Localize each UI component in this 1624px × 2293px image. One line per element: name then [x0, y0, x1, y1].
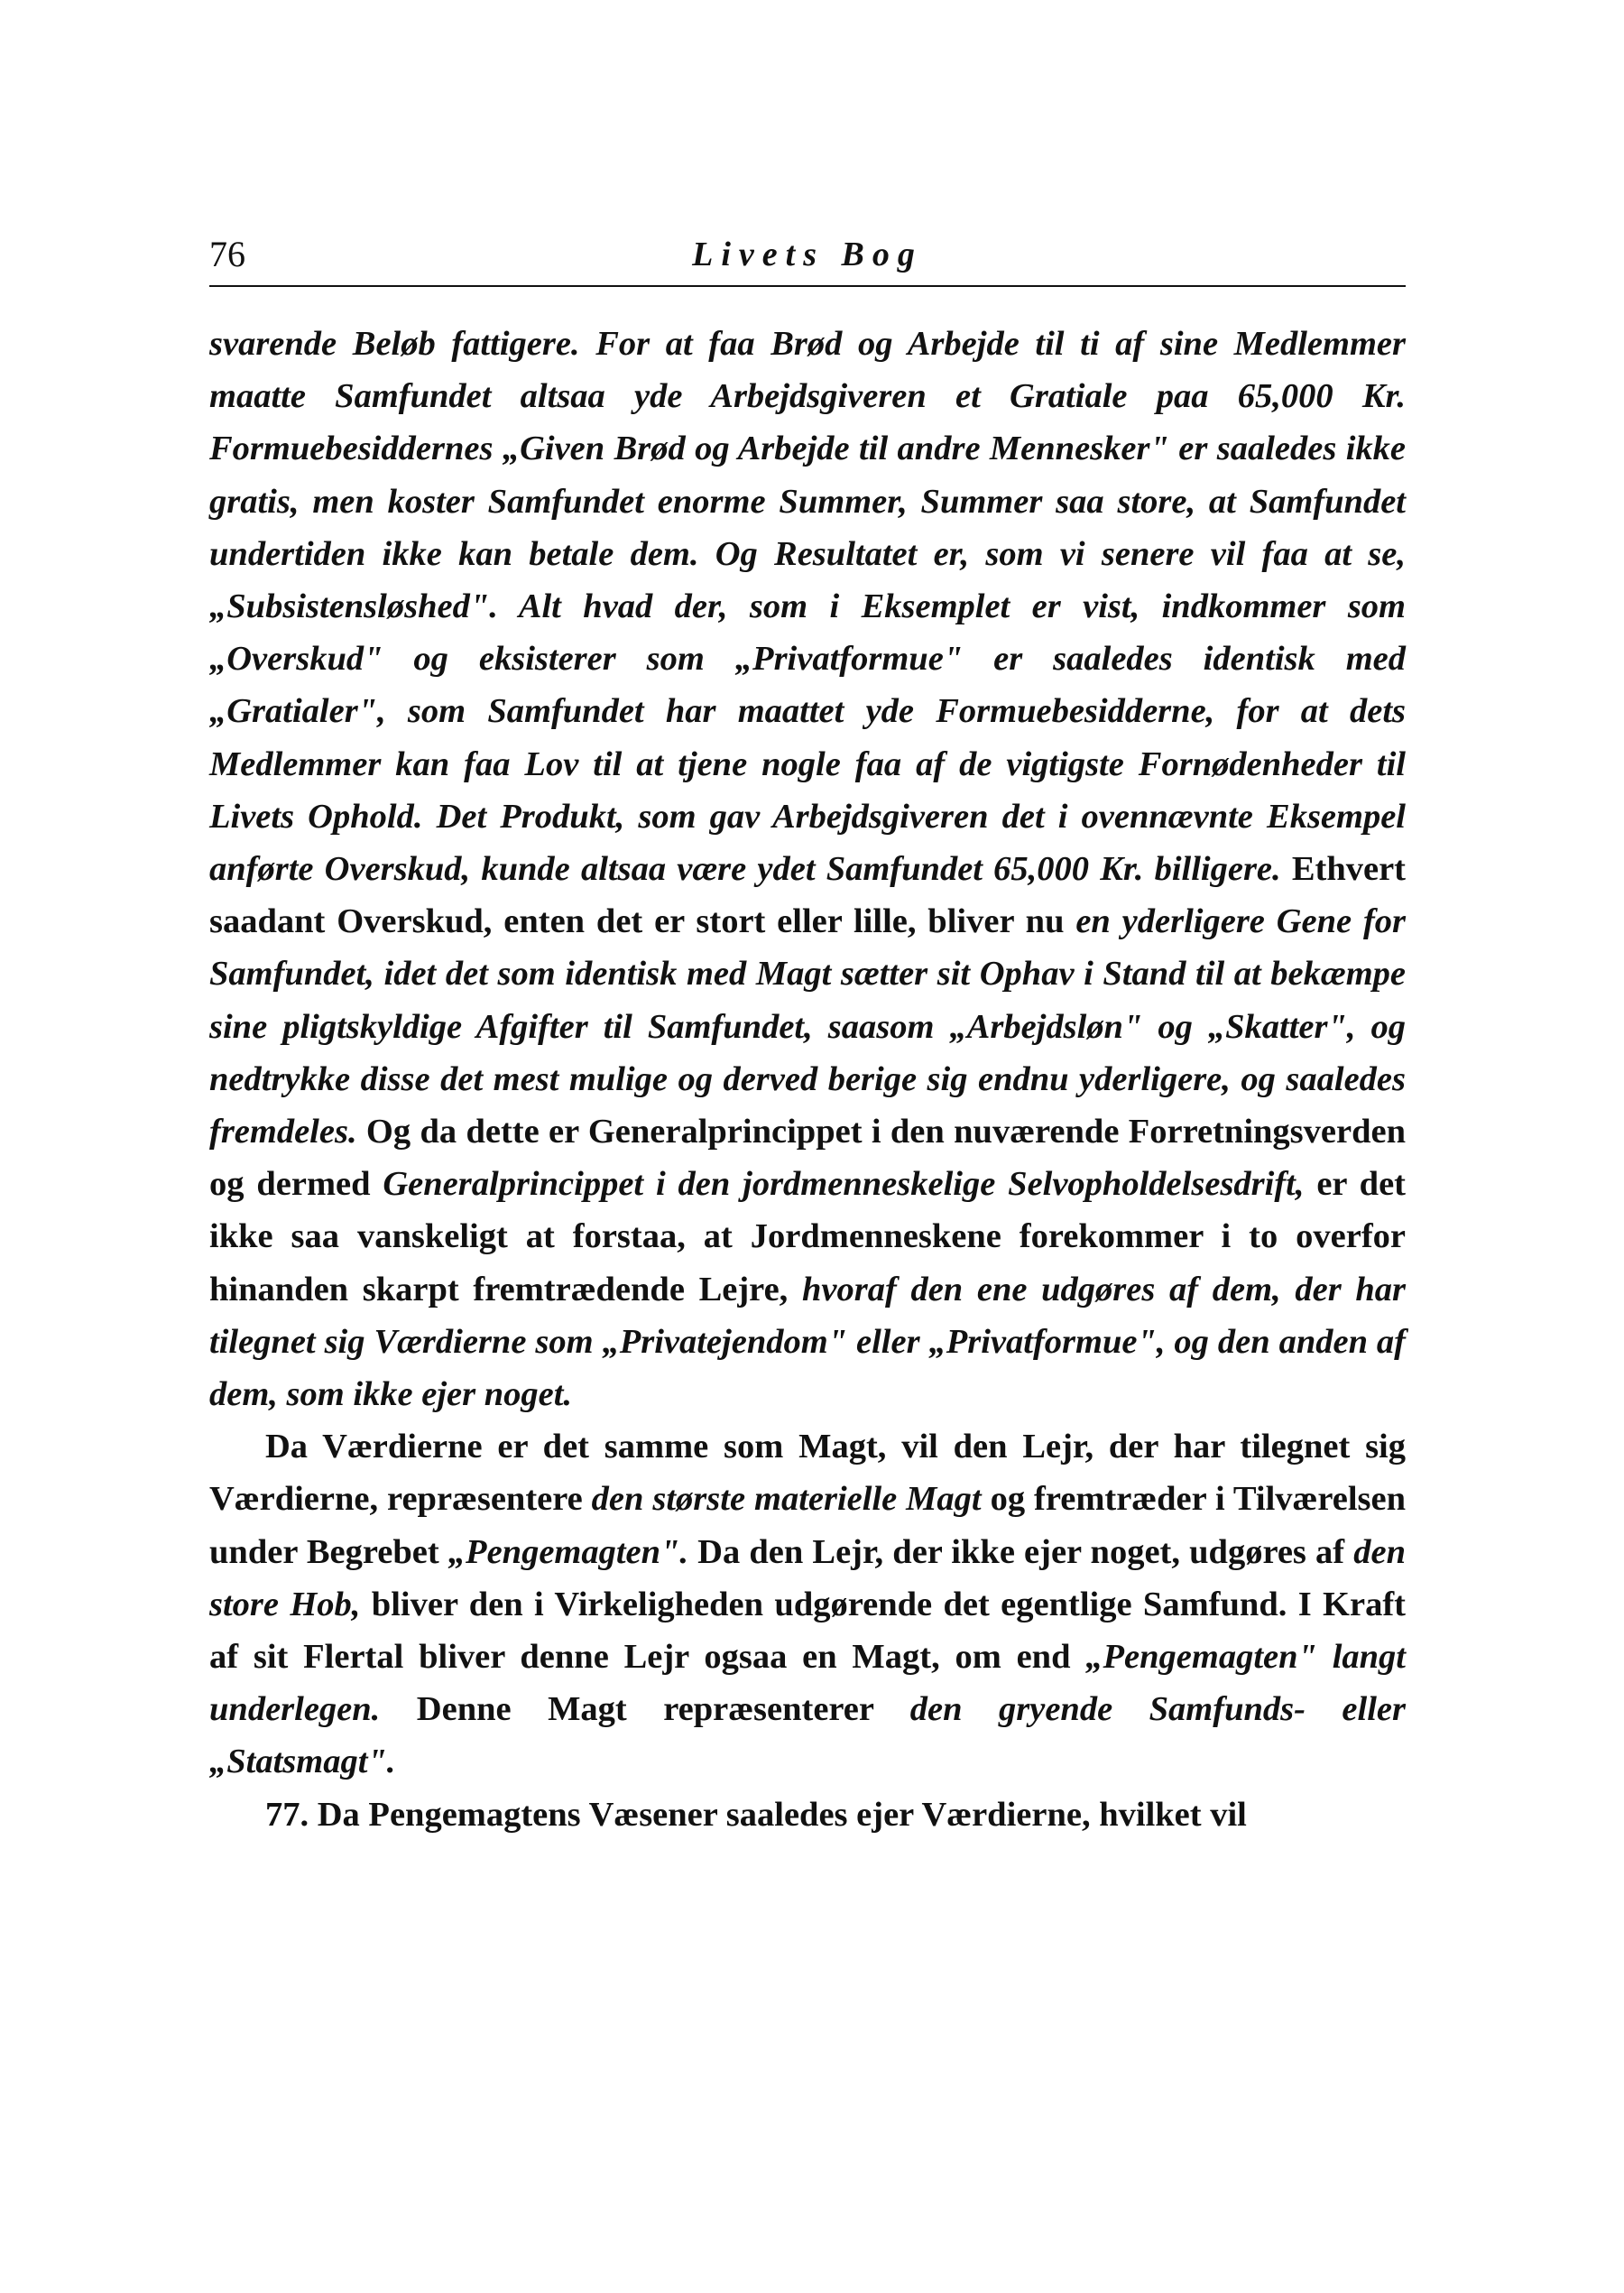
paragraph-pengemagten	[209, 1420, 1406, 1788]
page-number: 76	[209, 234, 245, 274]
running-title: Livets Bog	[692, 236, 923, 273]
text-run: Da Værdierne er det samme som Magt, vil den Lejr, der har tilegnet sig Værdierne, repræsentere	[209, 1428, 1406, 1519]
text-run: den gryende Samfunds- eller „Statsmagt".	[209, 1690, 1406, 1781]
text-run: den største materielle Magt	[591, 1480, 982, 1519]
text-run: Og da dette er Generalprincippet i den nuværende Forretningsverden og dermed	[209, 1113, 1406, 1204]
text-run: „Pengemagten" langt underlegen.	[209, 1638, 1406, 1729]
running-head	[209, 227, 1406, 282]
text-run: den store Hob,	[209, 1532, 1406, 1623]
text-run: Da den Lejr, der ikke ejer noget, udgøres af	[688, 1532, 1354, 1571]
text-run: 77. Da Pengemagtens Væsener saaledes ejer Værdierne, hvilket vil	[265, 1795, 1247, 1834]
text-run: „Pengemagten".	[448, 1532, 689, 1571]
text-run: en yderligere Gene for Samfundet, idet det som identisk med Magt sætter sit Ophav i Stand til at bekæmpe sine pligtskyldige Afgifter til Samfundet, saasom „Arbejdsløn" og „Skatter", og nedtrykke disse det mest mulige og derved berige sig endnu yderligere, og saaledes fremdeles.	[209, 902, 1407, 1151]
text-run: svarende Beløb fattigere. For at faa Brød og Arbejde til ti af sine Medlemmer maatte Samfundet altsaa yde Arbejdsgiveren et Gratiale paa 65,000 Kr. Formuebesiddernes „Given Brød og Arbejde til andre Mennesker" er saaledes ikke gratis, men koster Samfundet enorme Summer, Summer saa store, at Samfundet undertiden ikke kan betale dem. Og Resultatet er, som vi senere vil faa at se, „Subsistensløshed". Alt hvad der, som i Eksemplet er vist, indkommer som „Overskud" og eksisterer som „Privatformue" er saaledes identisk med „Gratialer", som Samfundet har maattet yde Formuebesidderne, for at dets Medlemmer kan faa Lov til at tjene nogle faa af de vigtigste Fornødenheder til Livets Ophold. Det Produkt, som gav Arbejdsgiveren det i ovennævnte Eksempel anførte Overskud, kunde altsaa være ydet Samfundet 65,000 Kr. billigere.	[209, 325, 1406, 889]
paragraph-continuation	[209, 318, 1406, 1420]
text-run: bliver den i Virkeligheden udgørende det egentlige Samfund. I Kraft af sit Flertal bliver denne Lejr ogsaa en Magt, om end	[209, 1585, 1406, 1677]
paragraph-77	[209, 1789, 1406, 1841]
body-text	[209, 318, 1406, 1841]
text-run: er det ikke saa vanskeligt at forstaa, at Jordmenneskene forekommer i to overfor hinanden skarpt fremtrædende Lejre,	[209, 1165, 1406, 1308]
header-rule	[209, 285, 1406, 287]
text-run: Ethvert saadant Overskud, enten det er stort eller lille, bliver nu	[209, 850, 1406, 941]
text-run: Generalprincippet i den jordmenneskelige Selvopholdelsesdrift,	[383, 1165, 1305, 1204]
text-run: og fremtræder i Tilværelsen under Begrebet	[209, 1480, 1406, 1571]
text-run: hvoraf den ene udgøres af dem, der har tilegnet sig Værdierne som „Privatejendom" eller „Privatformue", og den anden af dem, som ikke ejer noget.	[209, 1270, 1407, 1414]
text-run: Denne Magt repræsenterer	[380, 1690, 910, 1729]
